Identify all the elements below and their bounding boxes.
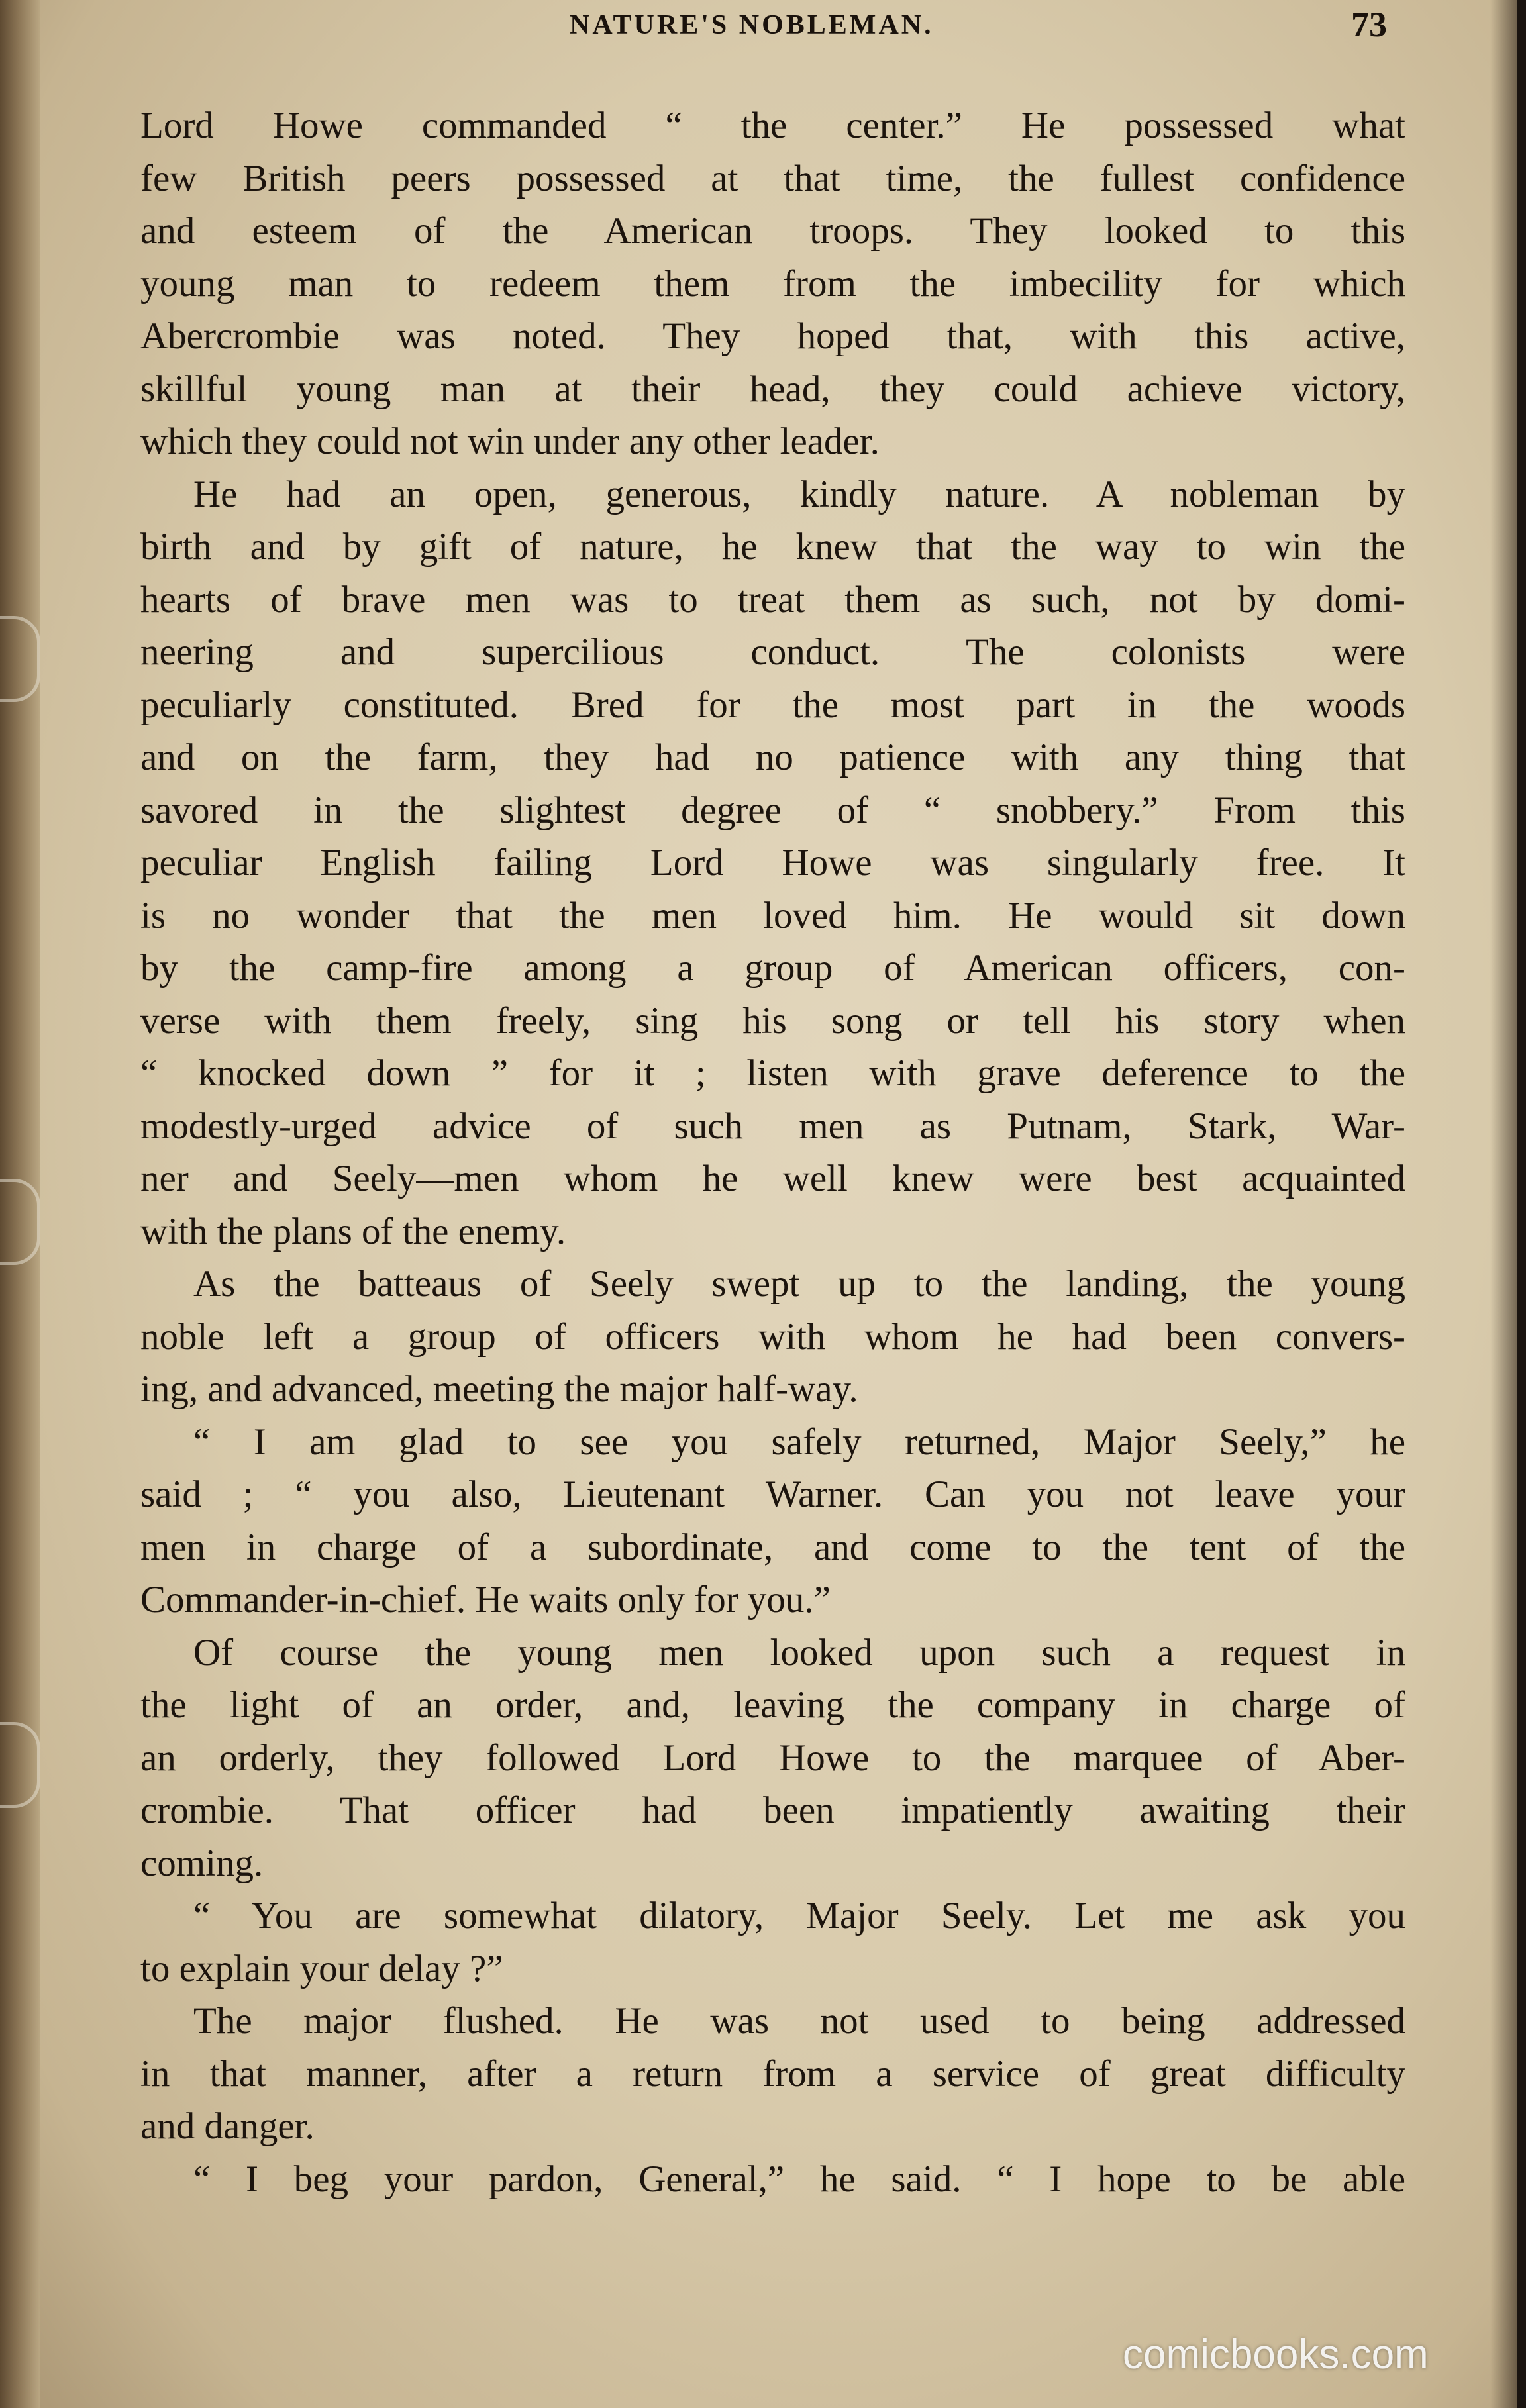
text-line: birth and by gift of nature, he knew that the way to win the (140, 526, 1405, 568)
text-line: Abercrombie was noted. They hoped that, with this active, (140, 315, 1405, 357)
page-edge-shadow (1490, 0, 1517, 2408)
site-watermark: comicbooks.com (1123, 2332, 1429, 2378)
text-line: and on the farm, they had no patience with any thing that (140, 736, 1405, 778)
page-number: 73 (1351, 5, 1387, 44)
text-line: “ I beg your pardon, General,” he said. “ I hope to be able (193, 2158, 1405, 2200)
text-line: by the camp-fire among a group of American officers, con- (140, 947, 1405, 989)
text-line: As the batteaus of Seely swept up to the landing, the young (193, 1263, 1405, 1305)
text-line: young man to redeem them from the imbecility for which (140, 262, 1405, 305)
text-line: is no wonder that the men loved him. He would sit down (140, 894, 1405, 936)
running-head-title: NATURE'S NOBLEMAN. (570, 10, 934, 40)
binding-stitch (0, 616, 40, 702)
binding-stitch (0, 1179, 40, 1265)
text-line: verse with them freely, sing his song or tell his story when (140, 999, 1405, 1042)
text-line: to explain your delay ?” (140, 1947, 503, 1989)
text-line: few British peers possessed at that time, the fullest confidence (140, 157, 1405, 199)
text-line: “ I am glad to see you safely returned, Major Seely,” he (193, 1421, 1405, 1463)
text-line: the light of an order, and, leaving the company in charge of (140, 1684, 1405, 1726)
text-line: in that manner, after a return from a service of great difficulty (140, 2052, 1405, 2095)
text-line: crombie. That officer had been impatiently awaiting their (140, 1789, 1405, 1831)
text-line: and esteem of the American troops. They looked to this (140, 210, 1405, 252)
running-head (0, 0, 1517, 60)
text-line: savored in the slightest degree of “ snobbery.” From this (140, 789, 1405, 831)
text-line: He had an open, generous, kindly nature. A nobleman by (193, 473, 1405, 515)
text-line: an orderly, they followed Lord Howe to the marquee of Aber- (140, 1736, 1405, 1779)
text-line: Commander-in-chief. He waits only for you.” (140, 1579, 831, 1621)
text-line: coming. (140, 1842, 264, 1884)
text-line: peculiarly constituted. Bred for the most part in the woods (140, 683, 1405, 726)
text-line: and danger. (140, 2105, 315, 2147)
text-line: peculiar English failing Lord Howe was singularly free. It (140, 842, 1405, 883)
binding-stitch (0, 1722, 40, 1808)
text-line: Of course the young men looked upon such a request in (193, 1631, 1405, 1674)
text-line: hearts of brave men was to treat them as such, not by domi- (140, 578, 1405, 621)
text-line: which they could not win under any other leader. (140, 421, 880, 462)
text-line: with the plans of the enemy. (140, 1210, 566, 1252)
text-line: neering and supercilious conduct. The colonists were (140, 631, 1405, 673)
text-line: ing, and advanced, meeting the major half-way. (140, 1368, 858, 1410)
text-line: ner and Seely—men whom he well knew were best acquainted (140, 1158, 1405, 1199)
text-line: “ You are somewhat dilatory, Major Seely. Let me ask you (193, 1895, 1405, 1936)
text-line: said ; “ you also, Lieutenant Warner. Can you not leave your (140, 1474, 1405, 1515)
text-line: “ knocked down ” for it ; listen with grave deference to the (140, 1052, 1405, 1094)
text-line: men in charge of a subordinate, and come to the tent of the (140, 1526, 1405, 1568)
text-line: modestly-urged advice of such men as Putnam, Stark, War- (140, 1105, 1405, 1147)
text-line: Lord Howe commanded “ the center.” He possessed what (140, 105, 1405, 146)
body-text (140, 99, 1405, 2205)
text-line: The major flushed. He was not used to being addressed (193, 2000, 1405, 2042)
text-line: skillful young man at their head, they could achieve victory, (140, 368, 1405, 410)
text-line: noble left a group of officers with whom he had been convers- (140, 1315, 1405, 1358)
